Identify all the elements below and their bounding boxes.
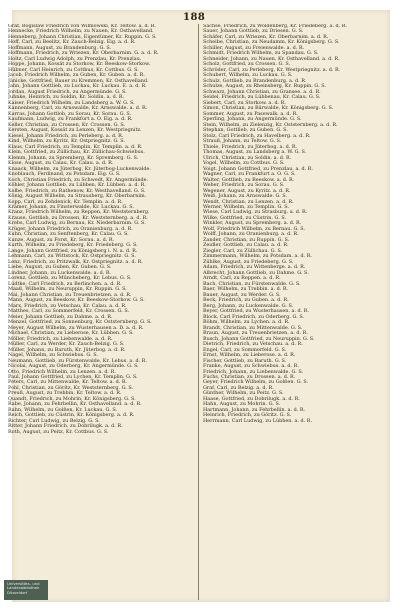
list-item: Schäfer, Carl, zu Wriezen, Kr. Oberbarnim. a. d. R. — [203, 33, 329, 40]
list-item: Zeidler, Gottlieb, zu Calau. a. d. R. — [203, 242, 289, 249]
list-item: Haase, Gottfried, zu Dobrilugk. a. d. R. — [203, 395, 300, 402]
list-item: Voigt, Johann Gottfried, zu Prenzlau. a. d. R. — [203, 165, 314, 172]
list-item: Kunze, August, zu Forst, Kr. Sorau. a. d. R. — [8, 236, 115, 243]
list-item: Zimmermann, Wilhelm, zu Potsdam. a. d. R. — [203, 253, 312, 260]
library-stamp — [4, 580, 48, 600]
list-item: Schulze, August, zu Rheinsberg, Kr. Ruppin. G. S. — [203, 83, 326, 90]
list-item: Jahn, Johann Gottlieb, zu Luckau, Kr. Luckau. E. a. d. R. — [8, 83, 147, 90]
list-item: Kind, Wilhelm, zu Kyritz, Kr. Ostpriegnitz. G. S. — [8, 138, 126, 145]
list-item: Kranz, Friedrich Wilhelm, zu Reppen, Kr. Weststernberg. — [8, 209, 150, 216]
list-item: Lange, Johann Gottfried, zu Königsberg i. N. a. d. R. — [8, 247, 138, 254]
list-item: Schiller, August, zu Freienwalde. a. d. R. — [203, 44, 305, 51]
list-item: Sauer, Johann Gottlieb, zu Driesen. G. S. — [203, 28, 304, 35]
list-item: Nicolai, August, zu Oderberg, Kr. Angermünde. G. S. — [8, 363, 139, 370]
list-item: Lenz, Friedrich, zu Pritzwalk, Kr. Ostpriegnitz. a. d. R. — [8, 258, 143, 265]
list-item: Günther, Wilhelm, zu Peitz. G. S. — [203, 390, 284, 397]
list-item: Jordan, August Friedrich, zu Angermünde. G. S. — [8, 88, 127, 95]
list-item: Marx, Friedrich, zu Vetschau, Kr. Calau. a. d. R. — [8, 302, 127, 309]
list-item: Kuhn, Christian, zu Senftenberg, Kr. Calau. G. S. — [8, 231, 129, 238]
list-item: Hahn, August, zu Mohrin. G. S. — [203, 401, 281, 408]
list-item: Graf, Carl, zu Belzig. a. d. R. — [203, 384, 274, 391]
list-item: Franke, August, zu Schwiebus. a. d. R. — [203, 363, 299, 370]
list-item: Richter, Carl Ludwig, zu Belzig. G. S. — [8, 417, 100, 424]
list-item: Baer, Wilhelm, zu Trebbin. a. d. R. — [203, 286, 289, 293]
list-item: Bauer, August, zu Werder. G. S. — [203, 291, 281, 298]
list-item: Zander, Christian, zu Ruppin. G. S. — [203, 236, 290, 243]
list-item: Braun, August, zu Treuenbrietzen. a. d. R. — [203, 330, 308, 337]
list-item: Holtz, Carl Ludwig Adolph, zu Prenzlau, Kr. Prenzlau. — [8, 55, 142, 62]
list-item: Jacob, Friedrich Wilhelm, zu Guben, Kr. Guben. a. d. R. — [8, 72, 145, 79]
list-item: Geyer, Friedrich Wilhelm, zu Golßen. G. S. — [203, 379, 309, 386]
list-item: Winkler, August, zu Spremberg. a. d. R. — [203, 220, 302, 227]
list-item: Stolz, Carl Friedrich, zu Havelberg. a. d. R. — [203, 132, 311, 139]
list-item: Stein, Wilhelm, zu Zielenzig, Kr. Oststernberg. a. d. R. — [203, 121, 338, 128]
list-item: Reich, Gottlieb, zu Cüstrin, Kr. Königsberg. a. d. R. — [8, 412, 135, 419]
list-item: Walter, Gottlieb, zu Beeskow. a. d. R. — [203, 176, 295, 183]
list-item: Scheibe, Christian, zu Neudamm, Kr. Königsberg. G. S. — [203, 39, 340, 46]
list-item: Peters, Carl, zu Mittenwalde, Kr. Teltow. a. d. R. — [8, 379, 128, 386]
list-item: Quandt, Friedrich, zu Mohrin, Kr. Königsberg. G. S. — [8, 395, 136, 402]
list-item: Adam, Friedrich, zu Wittenberge. a. d. R. — [203, 264, 306, 271]
list-item: Engel, Carl, zu Sommerfeld. G. S. — [203, 346, 287, 353]
list-item: Jänicke, Gottfried, Bauer zu Kremmen, Kr. Osthavelland. — [8, 77, 149, 84]
list-item: Köhler, Johann Gottlieb, zu Lübben, Kr. Lübben. a. d. R. — [8, 182, 146, 189]
list-item: Keller, Christian, zu Crossen, Kr. Crossen. G. S. — [8, 121, 126, 128]
list-item: Wolf, Friedrich Wilhelm, zu Bernau. G. S. — [203, 225, 306, 232]
list-item: Ernst, Wilhelm, zu Lieberose. a. d. R. — [203, 352, 296, 359]
list-item: Krüger, Johann Friedrich, zu Oranienburg. a. d. R. — [8, 225, 133, 232]
right-column — [203, 24, 388, 600]
list-item: Müller, Johann, zu Baruth, Kr. Jüterbog. a. d. R. — [8, 346, 126, 353]
list-item: Müller, Carl, zu Werder, Kr. Zauch-Belzig. G. S. — [8, 341, 125, 348]
list-item: Krämer, Johann, zu Finsterwalde, Kr. Luckau. G. S. — [8, 203, 135, 210]
list-item: Ziegler, Carl, zu Züllichau. G. S. — [203, 247, 283, 254]
left-column — [8, 24, 193, 600]
list-item: Kiesel, Johann Friedrich, zu Perleberg. a. d. R. — [8, 132, 124, 139]
list-item: Rabe, Johann, zu Fehrbellin, Kr. Osthavelland. a. d. R. — [8, 401, 142, 408]
list-item: Mai, Johann Christian, zu Treuenbrietzen. a. d. R. — [8, 291, 132, 298]
list-item: Albrecht, Johann Gottlieb, zu Dahme. G. S. — [203, 269, 309, 276]
list-item: Neumann, Gottlieb, zu Fürstenwalde, Kr. Lebus. a. d. R. — [8, 357, 147, 364]
list-item: Strauß, Johann, zu Teltow. G. S. — [203, 138, 282, 145]
list-item: Michael, Christian, zu Lieberose, Kr. Lübben. G. S. — [8, 330, 134, 337]
list-item: Hoffmann, August, zu Brandenburg. G. S. — [8, 44, 112, 51]
list-item: Kersten, August, Kossät zu Lenzen, Kr. Westpriegnitz. — [8, 127, 142, 134]
list-item: Graf, Bogislaw Friedrich von Wilmowski, Kr. Teltow. a. d. R. — [8, 24, 156, 29]
list-item: Thiele, Friedrich, zu Jüterbog. a. d. R. — [203, 143, 298, 150]
list-item: Kaiser, Friedrich Wilhelm, zu Landsberg a. W. G. S. — [8, 99, 135, 106]
list-item: Berg, Johann, zu Luckenwalde. G. S. — [203, 302, 294, 309]
list-item: Schröder, Carl, zu Perleberg, Kr. Westpriegnitz. a. d. R. — [203, 66, 341, 73]
list-item: Koch, Christian Friedrich, zu Schwedt, Kr. Angermünde. — [8, 176, 149, 183]
list-item: Heinrich, Friedrich, zu Göritz. G. S. — [203, 412, 292, 419]
list-item: Hoffmann, Friedrich, zu Wriezen, Kr. Oberbarnim. G. a. d. R. — [8, 50, 159, 57]
list-item: Beyer, Gottfried, zu Wusterhausen. a. d. R. — [203, 308, 310, 315]
list-item: Seidel, Friedrich, zu Lübbenau, Kr. Calau. G. S. — [203, 94, 321, 101]
list-item: Menzel, Gottfried, zu Sonnenburg, Kr. Oststernberg. G. S. — [8, 319, 152, 326]
list-item: Wilke, Gottfried, zu Cüstrin. G. S. — [203, 214, 287, 221]
list-item: Schwarz, Johann Christian, zu Gransee. a. d. R. — [203, 88, 321, 95]
stamp-line: Landesbibliothek — [7, 586, 40, 591]
list-item: Bach, Christian, zu Fürstenwalde. G. S. — [203, 280, 301, 287]
list-item: Nagel, Wilhelm, zu Schwiebus. G. S. — [8, 352, 98, 359]
list-item: Hoff, Carl, zu Beelitz, Kr. Zauch-Belzig. Eig. a. d. R. — [8, 39, 136, 46]
list-item: Knaack, Wilhelm, zu Jüterbog, Kr. Jüterbog-Luckenwalde. — [8, 165, 151, 172]
list-item: Ulrich, Christian, zu Soldin. a. d. R. — [203, 154, 292, 161]
list-item: Krebs, Carl Ludwig, zu Bernau, Kr. Niederbarnim. G. S. — [8, 220, 146, 227]
list-item: Meier, Johann Gottlieb, zu Dahme. a. d. R. — [8, 313, 113, 320]
list-item: Weber, Friedrich, zu Sorau. G. S. — [203, 182, 285, 189]
list-item: Wolff, Johann, zu Oranienburg. a. d. R. — [203, 231, 299, 238]
list-item: Schneider, Johann, zu Nauen, Kr. Osthavelland. a. d. R. — [203, 55, 340, 62]
list-item: Henneberg, Johann Christian, Eigentümer, Kr. Ruppin. G. S. — [8, 33, 157, 40]
list-item: Sommer, August, zu Pasewalk. a. d. R. — [203, 110, 298, 117]
list-item: Schmidt, Friedrich Wilhelm, zu Spandau. G. S. — [203, 50, 319, 57]
list-item: Beck, Friedrich, zu Guben. a. d. R. — [203, 297, 289, 304]
list-item: Knoblauch, Ferdinand, zu Potsdam. Eig. G. S. — [8, 171, 121, 178]
list-item: Hübner, Carl Heinrich, zu Cottbus, Kr. Cottbus. G. S. — [8, 66, 139, 73]
list-item: Sperling, Johann, zu Angermünde. G. S. — [203, 116, 302, 123]
list-item: Maaß, Wilhelm, zu Neuruppin, Kr. Ruppin. G. S. — [8, 286, 127, 293]
list-item: Vogel, Wilhelm, zu Cottbus. G. S. — [203, 160, 285, 167]
list-item: Matthes, Carl, zu Sommerfeld, Kr. Crossen. G. S. — [8, 308, 130, 315]
list-item: Simon, Christian, zu Bärwalde, Kr. Königsberg. G. S. — [203, 105, 334, 112]
list-item: Wendt, Christian, zu Lenzen. a. d. R. — [203, 198, 294, 205]
list-item: Klemm, Johann, zu Spremberg, Kr. Spremberg. G. S. — [8, 154, 139, 161]
list-item: Brandt, Christian, zu Mittenwalde. G. S. — [203, 324, 303, 331]
list-item: Wegener, August, zu Kyritz. a. d. R. — [203, 187, 291, 194]
stamp-line: Düsseldorf — [7, 590, 28, 595]
list-item: Lüdtke, Carl Friedrich, zu Berlinchen. a. d. R. — [8, 280, 122, 287]
list-item: Klein, Gottfried, zu Züllichau, Kr. Züllichau-Schwiebus. — [8, 149, 145, 156]
list-item: Sachse, Friedrich, zu Woldenberg, Kr. Friedeberg. a. d. R. — [203, 24, 348, 29]
list-item: Weiß, Johann, zu Arnswalde. G. S. — [203, 193, 288, 200]
list-item: Mann, August, zu Beeskow, Kr. Beeskow-Storkow. G. S. — [8, 297, 145, 304]
list-item: Roth, August, zu Peitz, Kr. Cottbus. G. S. — [8, 428, 109, 435]
list-item: Thomas, August, zu Landsberg a. W. G. S. — [203, 149, 307, 156]
list-item: Böhm, Wilhelm, zu Lychen. a. d. R. — [203, 319, 290, 326]
stamp-line: Universitäts- und — [7, 582, 40, 586]
list-item: Werner, Wilhelm, zu Templin. G. S. — [203, 203, 290, 210]
list-item: Fischer, Gottlieb, zu Baruth. G. S. — [203, 357, 287, 364]
list-item: Kannenberg, Carl, zu Arnswalde, Kr. Arnswalde. a. d. R. — [8, 105, 148, 112]
column-divider — [198, 24, 199, 600]
list-item: Wiese, Carl Ludwig, zu Strasburg. a. d. R. — [203, 209, 308, 216]
list-item: Schubert, Wilhelm, zu Luckau. G. S. — [203, 72, 293, 79]
list-item: Herrmann, Carl Ludwig, zu Lübben. a. d. R. — [203, 417, 313, 424]
list-item: Paul, Johann Gottfried, zu Lychen, Kr. Templin. G. S. — [8, 374, 138, 380]
list-item: Ritter, Johann Friedrich, zu Dobrilugk. a. d. R. — [8, 423, 123, 430]
list-item: Klaus, Carl Friedrich, zu Templin, Kr. Templin. a. d. R. — [8, 143, 143, 150]
list-item: Lorenz, Gottlieb, zu Müncheberg, Kr. Lebus. G. S. — [8, 275, 132, 282]
list-item: Fuchs, Christian, zu Drossen. a. d. R. — [203, 374, 296, 380]
list-item: Scholz, Gottfried, zu Crossen. G. S. — [203, 61, 291, 68]
list-item: Schulz, Gottlieb, zu Brandenburg. a. d. R. — [203, 77, 307, 84]
list-item: Siebert, Carl, zu Storkow. a. d. R. — [203, 99, 286, 106]
list-item: Zühlke, August, zu Friedeberg. G. S. — [203, 258, 294, 265]
list-item: Rahn, Wilhelm, zu Golßen, Kr. Luckau. G. S. — [8, 406, 118, 413]
list-item: Hennecke, Friedrich Wilhelm, zu Nauen, Kr. Osthavelland. — [8, 28, 154, 35]
list-item: Krause, Gottlieb, zu Drossen, Kr. Weststernberg. a. d. R. — [8, 214, 148, 221]
list-item: Stephan, Gottlieb, zu Guben. G. S. — [203, 127, 288, 134]
list-item: Kaufmann, Ludwig, zu Frankfurt a. O. Eig. a. d. R. — [8, 116, 133, 123]
list-item: Dietrich, Friedrich, zu Vetschau. a. d. R. — [203, 341, 303, 348]
list-item: Friedrich, Johann, zu Liebenwalde. G. S. — [203, 368, 304, 375]
list-item: Lindner, Johann, zu Luckenwalde. a. d. R. — [8, 269, 112, 276]
list-item: Lehmann, Carl, zu Wittstock, Kr. Ostpriegnitz. G. S. — [8, 253, 136, 260]
list-item: Otto, Friedrich Wilhelm, zu Lenzen. a. d. R. — [8, 368, 116, 375]
list-item: Kurth, Wilhelm, zu Friedeberg, Kr. Friedeberg. G. S. — [8, 242, 138, 249]
list-item: Wagner, Carl, zu Frankfurt a. O. G. S. — [203, 171, 296, 178]
page-number: 188 — [183, 12, 206, 23]
list-item: Kopp, Carl, zu Zehdenick, Kr. Templin. a. d. R. — [8, 198, 123, 205]
list-item: Preuß, August, zu Trebbin, Kr. Teltow. a. d. R. — [8, 390, 122, 397]
list-item: Juhnke, Heinrich, zu Soldin, Kr. Soldin. a. d. R. — [8, 94, 125, 101]
list-item: Klose, August, zu Calau, Kr. Calau. a. d. R. — [8, 160, 114, 167]
list-item: Möller, Friedrich, zu Liebenwalde. a. d. R. — [8, 335, 113, 342]
list-item: Busch, Johann Gottfried, zu Neuruppin. G. S. — [203, 335, 315, 342]
list-item: Hartmann, Johann, zu Fehrbellin. a. d. R. — [203, 406, 306, 413]
list-item: Karras, Johann Gottlob, zu Sorau, Kr. Sorau. G. S. — [8, 110, 132, 117]
list-item: Pohl, Christian, zu Göritz, Kr. Weststernberg. G. S. — [8, 384, 134, 391]
list-item: Meyer, August Wilhelm, zu Wusterhausen a. D. a. d. R. — [8, 324, 144, 331]
list-item: Hoppe, Johann, Kossät zu Storkow, Kr. Beeskow-Storkow. — [8, 61, 151, 68]
list-item: Block, Carl Friedrich, zu Oderberg. G. S. — [203, 313, 305, 320]
list-item: Kolbe, Friedrich, zu Rathenow, Kr. Westhavelland. G. S. — [8, 187, 146, 194]
list-item: Arndt, Carl, zu Reppen. a. d. R. — [203, 275, 281, 282]
list-item: Liebe, August, zu Guben, Kr. Guben. G. S. — [8, 264, 112, 271]
list-item: König, August Wilhelm, zu Strausberg, Kr. Oberbarnim. — [8, 193, 147, 200]
